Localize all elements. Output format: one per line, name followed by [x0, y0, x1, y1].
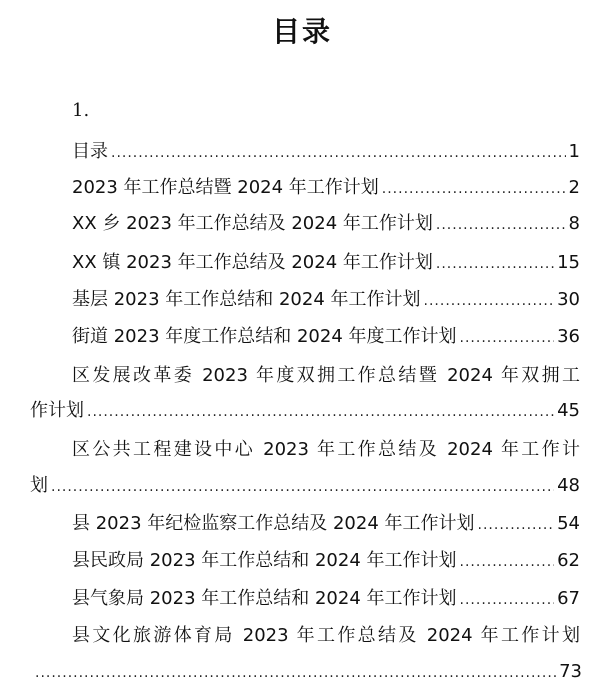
toc-entry-title: 基层 2023 年工作总结和 2024 年工作计划 — [72, 289, 421, 310]
toc-entry-line1[interactable]: 区发展改革委 2023 年度双拥工作总结暨 2024 年双拥工 — [72, 365, 580, 386]
dot-leader — [460, 326, 555, 350]
toc-page-number: 30 — [557, 289, 580, 310]
dot-leader — [382, 177, 566, 201]
toc-entry-title: 作计划 — [30, 400, 84, 421]
dot-leader — [436, 213, 566, 237]
dot-leader — [111, 141, 566, 165]
toc-entry[interactable] — [72, 176, 580, 201]
toc-entry[interactable] — [72, 288, 580, 313]
dot-leader — [460, 550, 555, 574]
toc-entry-title: 2023 年工作总结暨 2024 年工作计划 — [72, 177, 379, 198]
toc-page-number: 67 — [557, 588, 580, 609]
toc-entry-title: 划 — [30, 475, 48, 496]
dot-leader — [424, 289, 555, 313]
toc-entry-line2[interactable] — [32, 660, 582, 685]
toc-entry-line1[interactable]: 县文化旅游体育局 2023 年工作总结及 2024 年工作计划 — [72, 625, 580, 646]
dot-leader — [460, 588, 555, 612]
toc-page-number: 62 — [557, 550, 580, 571]
toc-entry-title: 县民政局 2023 年工作总结和 2024 年工作计划 — [72, 550, 457, 571]
toc-entry-title: XX 乡 2023 年工作总结及 2024 年工作计划 — [72, 213, 433, 234]
toc-entry-title: 县气象局 2023 年工作总结和 2024 年工作计划 — [72, 588, 457, 609]
toc-entry-title: 县 2023 年纪检监察工作总结及 2024 年工作计划 — [72, 513, 475, 534]
toc-entry-line2[interactable] — [30, 474, 580, 499]
toc-page-number: 73 — [559, 661, 582, 682]
toc-entry-title: 街道 2023 年度工作总结和 2024 年度工作计划 — [72, 326, 457, 347]
toc-entry[interactable] — [72, 512, 580, 537]
toc-entry[interactable] — [72, 325, 580, 350]
dot-leader — [478, 513, 555, 537]
toc-page-number: 36 — [557, 326, 580, 347]
toc-entry-title: XX 镇 2023 年工作总结及 2024 年工作计划 — [72, 252, 433, 273]
toc-entry[interactable] — [72, 140, 580, 165]
toc-entry[interactable] — [72, 251, 580, 276]
toc-page-number: 45 — [557, 400, 580, 421]
toc-entry-line2[interactable] — [30, 399, 580, 424]
toc-entry[interactable] — [72, 587, 580, 612]
dot-leader — [436, 252, 554, 276]
toc-page-number: 48 — [557, 475, 580, 496]
list-number: 1. — [72, 100, 90, 121]
dot-leader — [51, 475, 554, 499]
toc-page-number: 2 — [568, 177, 580, 198]
toc-page-number: 54 — [557, 513, 580, 534]
toc-entry[interactable] — [72, 212, 580, 237]
toc-entry-line1[interactable]: 区公共工程建设中心 2023 年工作总结及 2024 年工作计 — [72, 439, 580, 460]
toc-entry[interactable] — [72, 549, 580, 574]
toc-entry-title: 目录 — [72, 141, 108, 162]
toc-page-number: 1 — [568, 141, 580, 162]
dot-leader — [87, 400, 554, 424]
page-title: 目录 — [271, 15, 332, 48]
toc-page-number: 8 — [568, 213, 580, 234]
dot-leader — [35, 661, 556, 685]
toc-page-number: 15 — [557, 252, 580, 273]
